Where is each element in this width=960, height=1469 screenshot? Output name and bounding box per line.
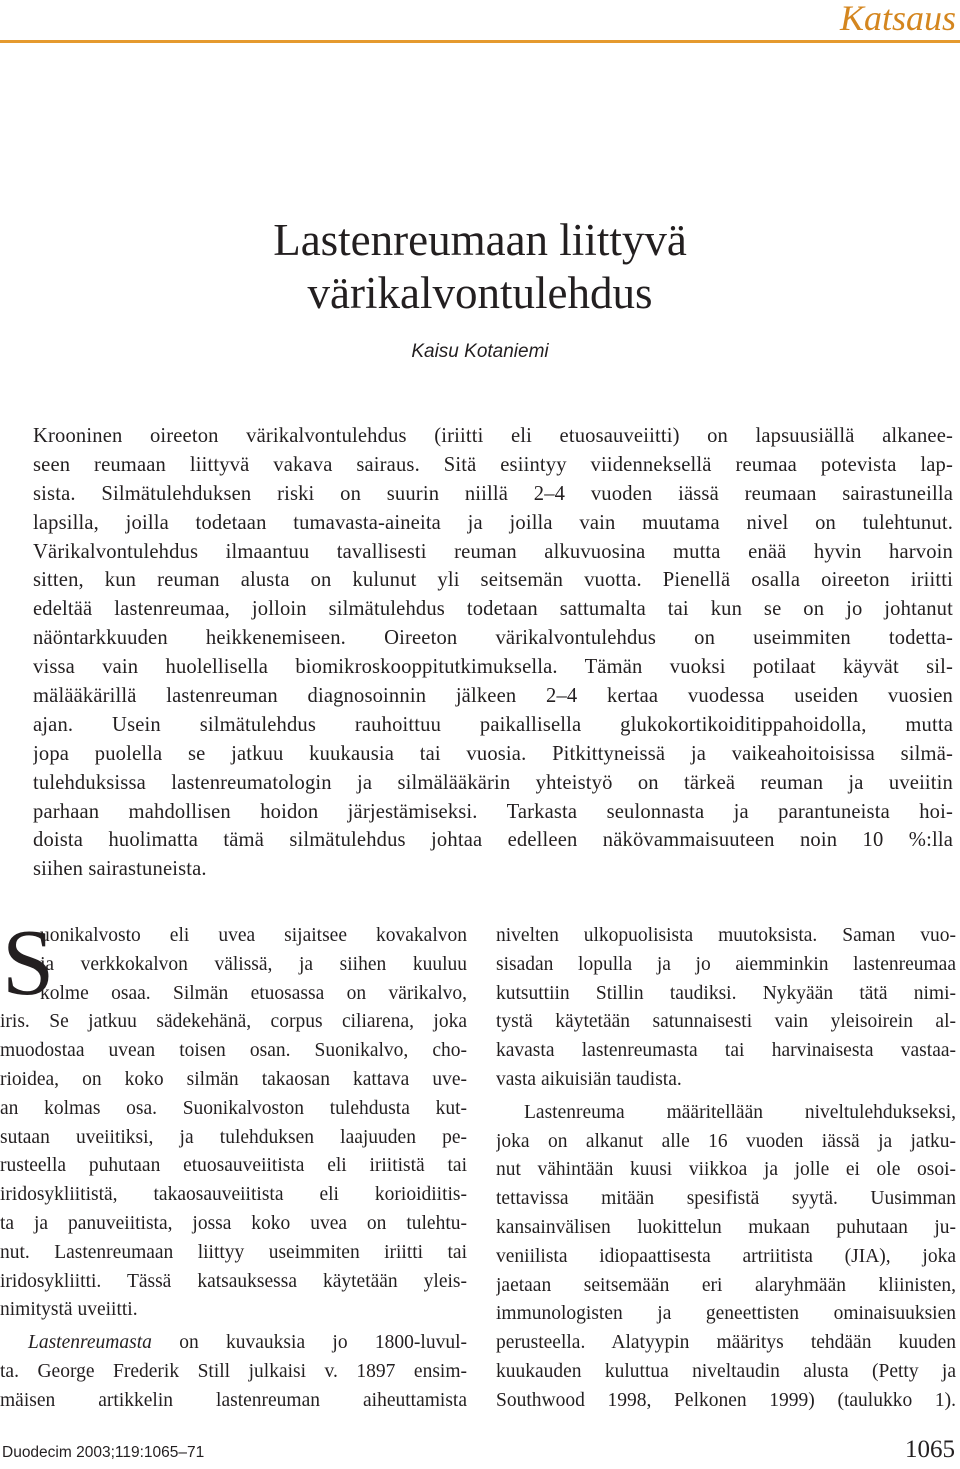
- body-line: sutaan uveiitiksi, ja tulehduksen laajuuden pe-: [0, 1126, 467, 1148]
- section-label: Katsaus: [839, 0, 956, 38]
- abstract-line: vissa vain huolellisella biomikroskooppitutkimuksella. Tämän vuoksi potilaat käyvät sil-: [33, 656, 953, 679]
- left-column: [0, 911, 467, 1416]
- body-line: vasta aikuisiän taudista.: [496, 1068, 682, 1090]
- body-line: nut vähintään kuusi viikkoa ja jolle ei ole osoi-: [496, 1159, 956, 1181]
- body-line: kansainvälisen luokittelun mukaan puhutaan ju-: [496, 1216, 956, 1238]
- page-number: 1065: [905, 1436, 955, 1463]
- body-line: [0, 1329, 467, 1358]
- abstract: [33, 422, 953, 884]
- section-header: [0, 0, 960, 40]
- body-line: rusteella puhutaan etuosauveiitista eli iriitistä tai: [0, 1155, 467, 1177]
- abstract-line: jopa puolella se jatkuu kuukausia tai vuosia. Pitkittyneissä ja vaikeahoitoisissa silmä-: [33, 742, 953, 765]
- abstract-line: lapsilla, joilla todetaan tumavasta-aineita ja joilla vain muutama nivel on tulehtunut.: [33, 511, 953, 534]
- abstract-line: Värikalvontulehdus ilmaantuu tavallisesti reuman alkuvuosina mutta enää hyvin harvoin: [33, 540, 953, 563]
- citation: Duodecim 2003;119:1065–71: [2, 1444, 205, 1461]
- italic-term: Lastenreumasta: [28, 1332, 152, 1354]
- body-line: iridosykliitti. Tässä katsauksessa käytetään yleis-: [0, 1270, 467, 1292]
- body-line: rioidea, on koko silmän takaosan kattava uve-: [0, 1068, 467, 1090]
- body-line: kuukauden kuluttua niveltaudin alusta (Petty ja: [496, 1360, 956, 1382]
- body-line: ta. George Frederik Still julkaisi v. 1897 ensim-: [0, 1360, 467, 1382]
- body-line: ta ja panuveiitista, jossa koko uvea on tulehtu-: [0, 1212, 467, 1234]
- body-line: jaetaan seitsemään eri alaryhmään kliinisten,: [496, 1274, 956, 1296]
- body-line: uonikalvosto eli uvea sijaitsee kovakalvon: [40, 925, 467, 946]
- body-line: ja verkkokalvon välissä, ja siihen kuuluu: [40, 953, 467, 975]
- body-line: joka on alkanut alle 16 vuoden iässä ja jatku-: [496, 1130, 956, 1152]
- body-line: nimitystä uveiitti.: [0, 1299, 138, 1321]
- abstract-line: seen reumaan liittyvä vakava sairaus. Sitä esiintyy viidenneksellä reumaa potevista lap-: [33, 453, 953, 476]
- body-line: kavasta lastenreumasta tai harvinaisesta vastaa-: [496, 1040, 956, 1062]
- body-line: perusteella. Alatyypin määritys tehdään kuuden: [496, 1332, 956, 1354]
- abstract-line: siihen sairastuneista.: [33, 858, 207, 881]
- body-line: kolme osaa. Silmän etuosassa on värikalvo,: [40, 982, 467, 1004]
- title-line-1: Lastenreumaan liittyvä: [273, 215, 687, 265]
- body-line: iridosykliitistä, takaosauveiitista eli korioidiitis-: [0, 1184, 467, 1206]
- author-name: Kaisu Kotaniemi: [411, 341, 549, 362]
- abstract-line: sista. Silmätulehduksen riski on suurin niillä 2–4 vuoden iässä reumaan sairastuneilla: [33, 482, 953, 505]
- body-line: sisadan lopulla ja jo aiemminkin lastenreumaa: [496, 953, 956, 975]
- abstract-line: tulehduksissa lastenreumatologin ja silmälääkärin yhteistyö on tärkeä reuman ja uveiitin: [33, 771, 953, 794]
- title-line-2: värikalvontulehdus: [307, 268, 653, 318]
- abstract-line: doista huolimatta tämä silmätulehdus johtaa edelleen näkövammaisuuteen noin 10 %:lla: [33, 829, 953, 852]
- body-line: nut. Lastenreumaan liittyy useimmiten iriitti tai: [0, 1241, 467, 1263]
- right-column: [496, 922, 956, 1416]
- abstract-line: näöntarkkuuden heikkenemiseen. Oireeton värikalvontulehdus on useimmiten todetta-: [33, 627, 953, 650]
- abstract-line: mälääkärillä lastenreuman diagnosoinnin jälkeen 2–4 kertaa vuodessa useiden vuosien: [33, 685, 953, 708]
- body-line: immunologisten ja geneettisten ominaisuuksien: [496, 1303, 956, 1325]
- body-line: tettavissa mitään spesifistä syytä. Uusimman: [496, 1188, 956, 1210]
- body-line: an kolmas osa. Suonikalvoston tulehdusta kut-: [0, 1097, 467, 1119]
- drop-cap: S: [2, 911, 55, 1015]
- article-title: [0, 214, 960, 320]
- abstract-line: sitten, kun reuman alusta on kulunut yli seitsemän vuotta. Pienellä osalla oireeton iriitti: [33, 569, 953, 592]
- body-line: tystä käytetään satunnaisesti vain yleisoirein al-: [496, 1011, 956, 1033]
- body-line: Southwood 1998, Pelkonen 1999) (taulukko 1).: [496, 1389, 956, 1411]
- body-line: iris. Se jatkuu sädekehänä, corpus ciliarena, joka: [0, 1011, 467, 1033]
- abstract-line: Krooninen oireeton värikalvontulehdus (iriitti eli etuosauveiitti) on lapsuusiällä alkanee-: [33, 425, 953, 447]
- abstract-line: ajan. Usein silmätulehdus rauhoittuu paikallisella glukokortikoiditippahoidolla, mutta: [33, 713, 953, 736]
- body-line: Lastenreuma määritellään niveltulehdukseksi,: [524, 1101, 956, 1123]
- abstract-line: parhaan mahdollisen hoidon järjestämiseksi. Tarkasta seulonnasta ja parantuneista hoi-: [33, 800, 953, 823]
- body-line-text: on kuvauksia jo 1800-luvul-: [151, 1332, 467, 1354]
- body-line: muodostaa uvean toisen osan. Suonikalvo, cho-: [0, 1040, 467, 1062]
- body-line: veniilista idiopaattisesta artriitista (JIA), joka: [496, 1245, 956, 1267]
- body-line: nivelten ulkopuolisista muutoksista. Saman vuo-: [496, 925, 956, 946]
- body-line: kutsuttiin Stillin taudiksi. Nykyään tätä nimi-: [496, 982, 956, 1004]
- header-rule: [0, 40, 960, 43]
- body-line: mäisen artikkelin lastenreuman aiheuttamista: [0, 1389, 467, 1411]
- abstract-line: edeltää lastenreumaa, jolloin silmätulehdus todetaan sattumalta tai kun se on jo johtanut: [33, 598, 953, 621]
